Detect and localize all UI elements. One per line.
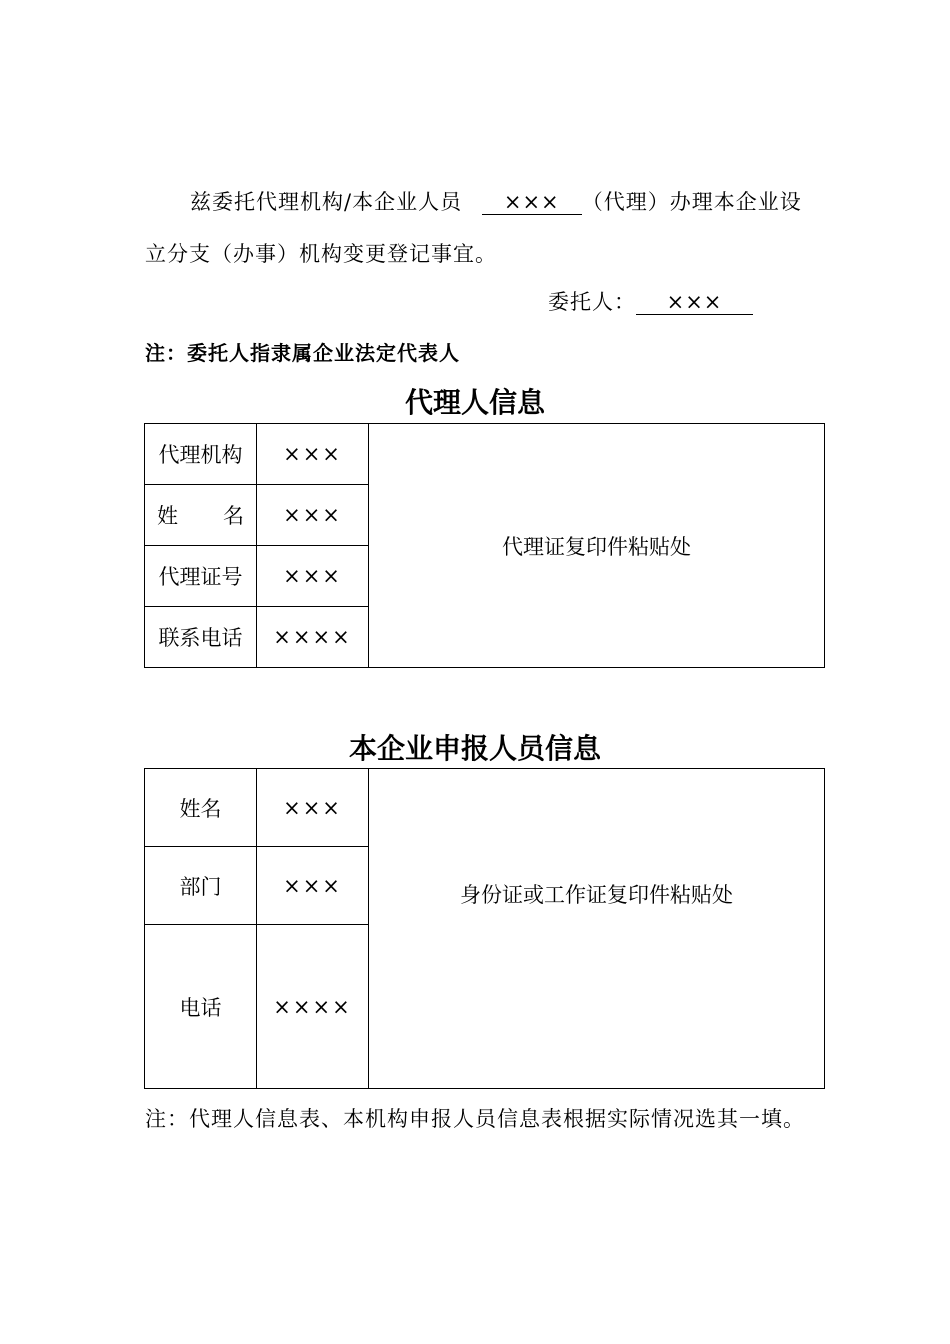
table-row (145, 424, 825, 485)
letter-line-2: 立分支（办事）机构变更登记事宜。 (145, 242, 497, 266)
staff-info-table (144, 768, 825, 1089)
staff-phone-value: ×××× (257, 925, 369, 1089)
agent-phone-label: 联系电话 (145, 607, 257, 668)
letter-line1-prefix: 兹委托代理机构/本企业人员 (190, 190, 463, 214)
agent-name-label-right: 名 (223, 504, 244, 528)
agent-cert-label: 代理证号 (145, 546, 257, 607)
staff-name-label: 姓名 (145, 769, 257, 847)
agent-paste-area: 代理证复印件粘贴处 (369, 424, 825, 668)
agent-name-value: ××× (257, 485, 369, 546)
letter-line1-suffix: （代理）办理本企业设 (581, 190, 802, 214)
agent-org-value: ××× (257, 424, 369, 485)
agent-org-label: 代理机构 (145, 424, 257, 485)
principal-line (548, 286, 753, 316)
agent-name-field: ××× (482, 190, 582, 215)
staff-dept-label: 部门 (145, 847, 257, 925)
principal-label: 委托人： (548, 290, 636, 314)
staff-name-value: ××× (257, 769, 369, 847)
agent-section-title: 代理人信息 (404, 386, 545, 419)
agent-phone-value: ×××× (257, 607, 369, 668)
table-row (145, 769, 825, 847)
staff-section-title: 本企业申报人员信息 (348, 732, 601, 765)
staff-dept-value: ××× (257, 847, 369, 925)
footer-note: 注：代理人信息表、本机构申报人员信息表根据实际情况选其一填。 (145, 1107, 805, 1131)
agent-name-label-left: 姓 (157, 504, 178, 528)
agent-cert-value: ××× (257, 546, 369, 607)
agent-name-label (145, 485, 257, 546)
letter-line-1 (190, 186, 802, 216)
principal-value: ××× (636, 290, 753, 315)
agent-info-table (144, 423, 825, 668)
staff-phone-label: 电话 (145, 925, 257, 1089)
staff-paste-area: 身份证或工作证复印件粘贴处 (369, 769, 825, 1089)
principal-note: 注：委托人指隶属企业法定代表人 (145, 341, 460, 365)
